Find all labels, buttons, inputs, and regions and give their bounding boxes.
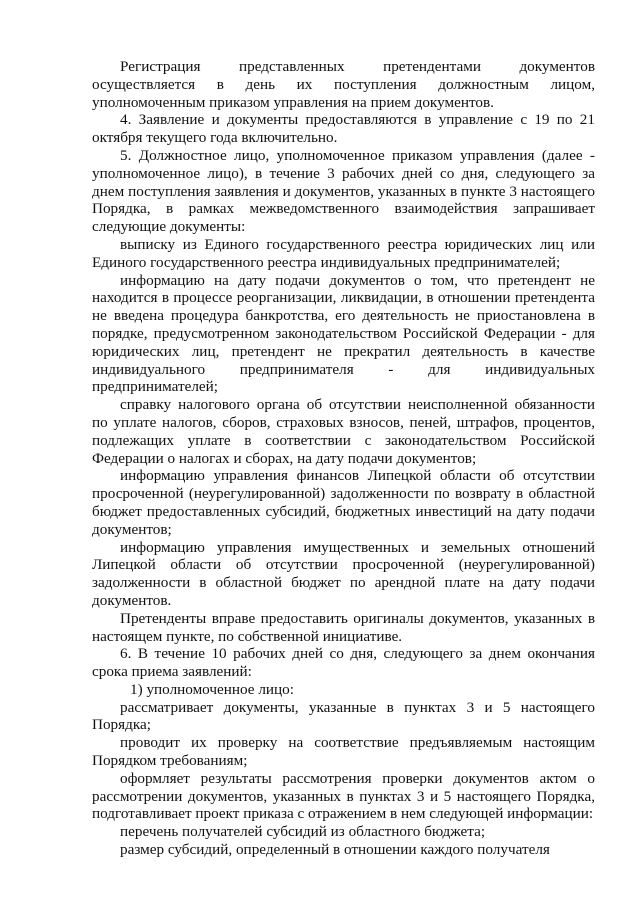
paragraph-formalizes-results: оформляет результаты рассмотрения проверки документов актом о рассмотрении документов, указанных в пунктах 3 и 5 настоящего Порядка, подготавливает проект приказа с отражением в нем следующей информации: — [92, 769, 595, 823]
paragraph-reorganization-info: информацию на дату подачи документов о том, что претендент не находится в процессе реорганизации, ликвидации, в отношении претендента не введена процедура банкротства, его деятельность не приостановлена в порядке, предусмотренном законодательством Российской Федерации - для юридических лиц, претендент не прекратил деятельность в качестве индивидуального предпринимателя - для индивидуальных предпринимателей; — [92, 271, 595, 396]
paragraph-checks-compliance: проводит их проверку на соответствие предъявляемым настоящим Порядком требованиям; — [92, 734, 595, 770]
document-page — [92, 58, 595, 859]
paragraph-item-5: 5. Должностное лицо, уполномоченное приказом управления (далее - уполномоченное лицо), в течение 3 рабочих дней со дня, следующего за днем поступления заявления и документов, указанных в пункте 3 настоящего Порядка, в рамках межведомственного взаимодействия запрашивает следующие документы: — [92, 146, 595, 236]
paragraph-reviews-documents: рассматривает документы, указанные в пунктах 3 и 5 настоящего Порядка; — [92, 698, 595, 734]
paragraph-item-6: 6. В течение 10 рабочих дней со дня, следующего за днем окончания срока приема заявлений: — [92, 645, 595, 681]
paragraph-subsidy-size: размер субсидий, определенный в отношении каждого получателя — [120, 841, 550, 859]
paragraph-recipients-list: перечень получателей субсидий из областного бюджета; — [120, 823, 486, 841]
paragraph-finance-info: информацию управления финансов Липецкой области об отсутствии просроченной (неурегулированной) задолженности по возврату в областной бюджет предоставленных субсидий, бюджетных инвестиций на дату подачи документов; — [92, 467, 595, 538]
paragraph-item-4: 4. Заявление и документы предоставляются в управление с 19 по 21 октября текущего года включительно. — [92, 111, 595, 147]
paragraph-subitem-1: 1) уполномоченное лицо: — [130, 680, 294, 698]
paragraph-originals: Претенденты вправе предоставить оригиналы документов, указанных в настоящем пункте, по собственной инициативе. — [92, 609, 595, 645]
paragraph-registration: Регистрация представленных претендентами документов осуществляется в день их поступления должностным лицом, уполномоченным приказом управления на прием документов. — [92, 58, 595, 111]
paragraph-property-info: информацию управления имущественных и земельных отношений Липецкой области об отсутствии просроченной (неурегулированной) задолженности в областной бюджет по арендной плате на дату подачи документов. — [92, 538, 595, 609]
paragraph-tax-certificate: справку налогового органа об отсутствии неисполненной обязанности по уплате налогов, сборов, страховых взносов, пеней, штрафов, процентов, подлежащих уплате в соответствии с законодательством Российской Федерации о налогах и сборах, на дату подачи документов; — [92, 396, 595, 467]
paragraph-extract-egrul: выписку из Единого государственного реестра юридических лиц или Единого государственного реестра индивидуальных предпринимателей; — [92, 235, 595, 271]
